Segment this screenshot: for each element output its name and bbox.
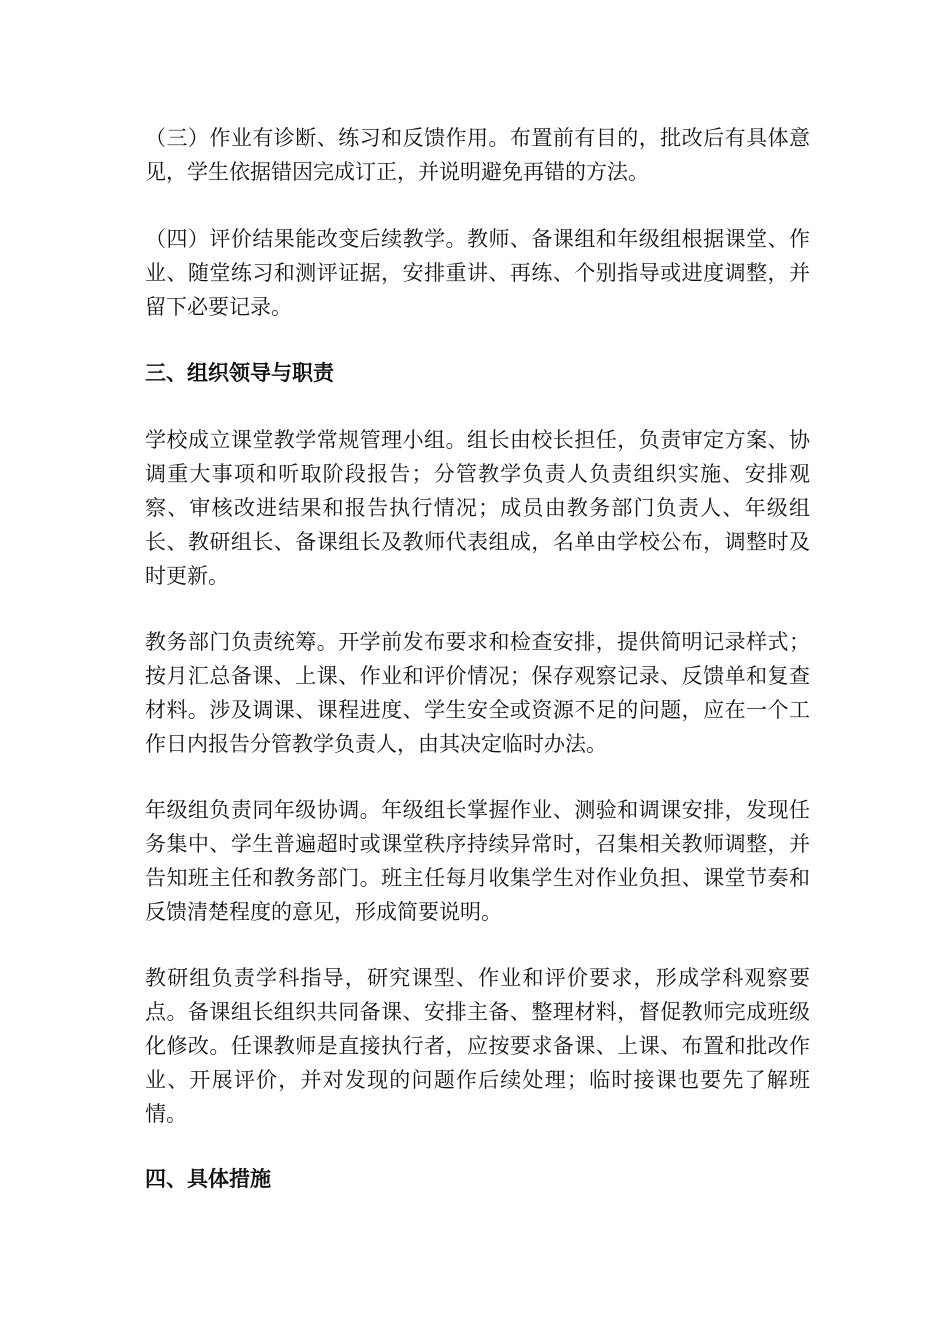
section-heading-4: 四、具体措施 <box>145 1166 271 1191</box>
paragraph-academic-affairs: 教务部门负责统筹。开学前发布要求和检查安排，提供简明记录样式；按月汇总备课、上课、作业和评价情况；保存观察记录、反馈单和复查材料。涉及调课、课程进度、学生安全或资源不足的问题，应在一个工作日内报告分管教学负责人，由其决定临时办法。 <box>145 630 810 756</box>
paragraph-item-3: （三）作业有诊断、练习和反馈作用。布置前有目的，批改后有具体意见，学生依据错因完成订正，并说明避免再错的方法。 <box>145 126 810 184</box>
paragraph-teaching-research-group: 教研组负责学科指导，研究课型、作业和评价要求，形成学科观察要点。备课组长组织共同备课、安排主备、整理材料，督促教师完成班级化修改。任课教师是直接执行者，应按要求备课、上课、布置和批改作业、开展评价，并对发现的问题作后续处理；临时接课也要先了解班情。 <box>145 966 810 1126</box>
paragraph-item-4: （四）评价结果能改变后续教学。教师、备课组和年级组根据课堂、作业、随堂练习和测评证据，安排重讲、再练、个别指导或进度调整，并留下必要记录。 <box>145 227 810 319</box>
paragraph-grade-group: 年级组负责同年级协调。年级组长掌握作业、测验和调课安排，发现任务集中、学生普遍超时或课堂秩序持续异常时，召集相关教师调整，并告知班主任和教务部门。班主任每月收集学生对作业负担、课堂节奏和反馈清楚程度的意见，形成简要说明。 <box>145 798 810 924</box>
paragraph-leadership-group: 学校成立课堂教学常规管理小组。组长由校长担任，负责审定方案、协调重大事项和听取阶段报告；分管教学负责人负责组织实施、安排观察、审核改进结果和报告执行情况；成员由教务部门负责人、年级组长、教研组长、备课组长及教师代表组成，名单由学校公布，调整时及时更新。 <box>145 428 810 588</box>
section-heading-3: 三、组织领导与职责 <box>145 360 334 385</box>
